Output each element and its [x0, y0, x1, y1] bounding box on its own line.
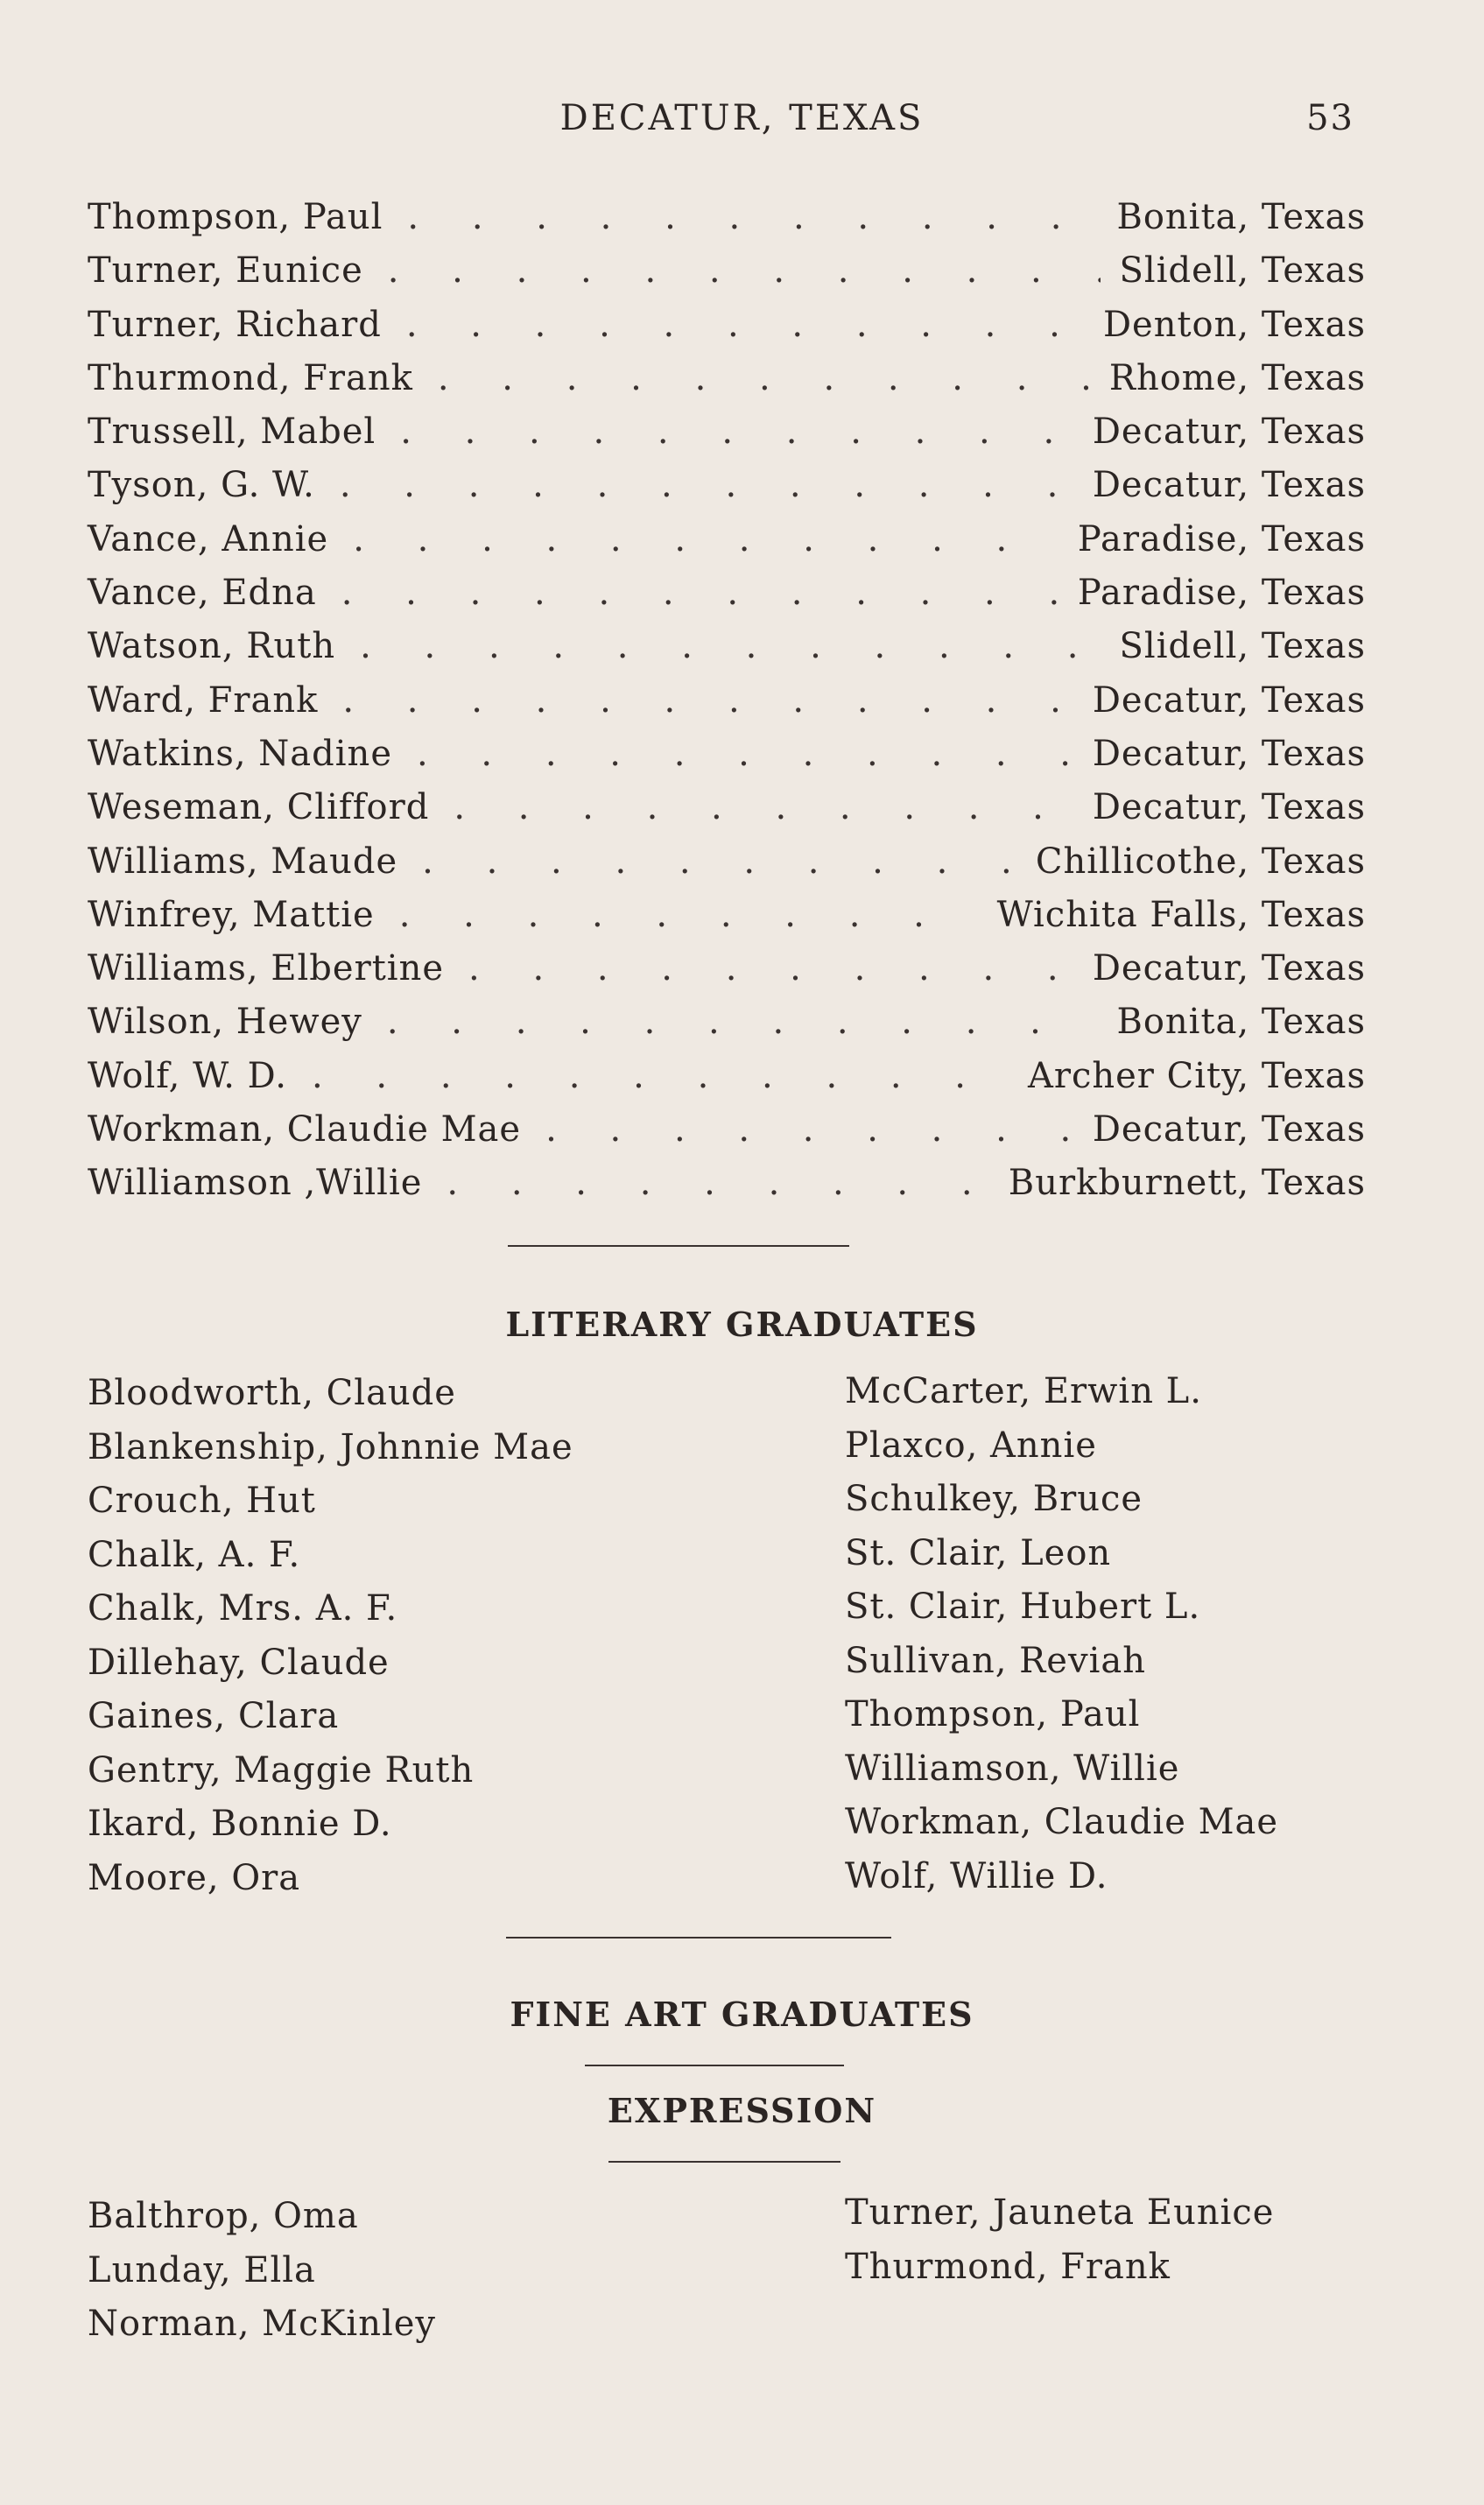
page-number: 53 [1306, 98, 1354, 138]
literary-graduates-left-column [88, 1373, 573, 1911]
list-item: Gaines, Clara [88, 1696, 340, 1736]
expression-left-column [88, 2196, 436, 2358]
list-item: Wolf, Willie D. [845, 1855, 1108, 1896]
student-town: Burkburnett, Texas [1008, 1163, 1366, 1204]
student-name: Williamson ,Willie [88, 1163, 423, 1204]
student-town: Slidell, Texas [1119, 250, 1366, 292]
student-row [88, 1163, 1366, 1216]
student-town: Bonita, Texas [1116, 197, 1366, 237]
student-town: Decatur, Texas [1092, 465, 1366, 506]
expression-right-column [845, 2192, 1274, 2300]
student-row [88, 948, 1366, 1002]
list-item: Moore, Ora [88, 1857, 301, 1898]
student-row [88, 358, 1366, 412]
dot-leader [407, 197, 1097, 237]
dot-leader [438, 358, 1090, 398]
list-item: Blankenship, Johnnie Mae [88, 1426, 573, 1467]
student-row [88, 895, 1366, 948]
student-name: Vance, Annie [88, 518, 329, 559]
list-item: Balthrop, Oma [88, 2196, 359, 2236]
student-name: Winfrey, Mattie [88, 894, 375, 935]
list-item: Bloodworth, Claude [88, 1373, 456, 1413]
student-row [88, 734, 1366, 787]
literary-graduates-right-column [845, 1371, 1278, 1910]
expression-subheading: EXPRESSION [607, 2091, 877, 2130]
student-name: Vance, Edna [88, 573, 317, 614]
dot-leader [545, 1109, 1073, 1150]
list-item: Schulkey, Bruce [845, 1479, 1143, 1519]
student-town: Decatur, Texas [1092, 948, 1366, 989]
student-name: Ward, Frank [88, 679, 319, 721]
dot-leader [341, 573, 1058, 613]
student-name: Williams, Elbertine [88, 948, 445, 989]
running-title: DECATUR, TEXAS [559, 98, 925, 138]
dot-leader [342, 680, 1073, 721]
list-item: Dillehay, Claude [88, 1642, 390, 1683]
student-name: Turner, Richard [88, 304, 382, 345]
list-item: Williamson, Willie [845, 1748, 1180, 1789]
dot-leader [360, 626, 1100, 666]
student-name: Workman, Claudie Mae [88, 1109, 522, 1150]
fine-art-graduates-heading: FINE ART GRADUATES [510, 1995, 974, 2034]
student-name: Trussell, Mabel [88, 412, 376, 453]
student-town: Decatur, Texas [1092, 787, 1366, 828]
student-row [88, 1002, 1366, 1055]
list-item: Chalk, Mrs. A. F. [88, 1588, 398, 1629]
list-item: St. Clair, Leon [845, 1532, 1112, 1573]
student-town: Archer City, Texas [1027, 1055, 1366, 1096]
student-row [88, 680, 1366, 734]
student-row [88, 841, 1366, 895]
student-town: Decatur, Texas [1092, 412, 1366, 453]
dot-leader [447, 1163, 988, 1203]
list-item: Plaxco, Annie [845, 1425, 1097, 1466]
student-row [88, 519, 1366, 573]
dot-leader [454, 787, 1073, 827]
dot-leader [468, 948, 1073, 989]
student-row [88, 412, 1366, 465]
student-town: Paradise, Texas [1077, 573, 1366, 614]
student-town: Rhome, Texas [1108, 357, 1366, 398]
student-name: Watson, Ruth [88, 626, 336, 667]
dot-leader [353, 519, 1058, 559]
list-item: Chalk, A. F. [88, 1534, 301, 1575]
student-row [88, 305, 1366, 358]
dot-leader [312, 1056, 1009, 1096]
list-item: Ikard, Bonnie D. [88, 1804, 392, 1844]
student-name: Watkins, Nadine [88, 733, 392, 774]
student-town: Slidell, Texas [1119, 626, 1366, 667]
student-row [88, 197, 1366, 250]
student-row [88, 465, 1366, 518]
student-name: Thurmond, Frank [88, 357, 413, 398]
student-row [88, 250, 1366, 304]
list-item: Thompson, Paul [845, 1694, 1141, 1735]
literary-graduates-heading: LITERARY GRADUATES [505, 1305, 979, 1344]
student-town: Denton, Texas [1102, 304, 1366, 345]
list-item: St. Clair, Hubert L. [845, 1587, 1201, 1627]
dot-leader [400, 412, 1073, 452]
dot-leader [399, 895, 978, 935]
dot-leader [422, 841, 1016, 882]
student-town: Bonita, Texas [1116, 1002, 1366, 1043]
section-divider [506, 1937, 891, 1939]
student-name: Turner, Eunice [88, 250, 363, 292]
section-divider [508, 1245, 849, 1247]
student-name: Wilson, Hewey [88, 1002, 362, 1043]
list-item: Thurmond, Frank [845, 2246, 1171, 2287]
list-item: Lunday, Ella [88, 2249, 316, 2290]
dot-leader [340, 465, 1073, 505]
dot-leader [406, 305, 1084, 345]
running-head [0, 98, 1484, 151]
student-town: Wichita Falls, Texas [996, 894, 1366, 935]
student-row [88, 626, 1366, 679]
student-list [88, 197, 1366, 1217]
student-name: Wolf, W. D. [88, 1055, 287, 1096]
list-item: Gentry, Maggie Ruth [88, 1749, 475, 1791]
heading-underline [585, 2065, 844, 2066]
student-row [88, 1056, 1366, 1109]
student-name: Williams, Maude [88, 841, 398, 882]
list-item: Sullivan, Reviah [845, 1640, 1146, 1681]
student-town: Decatur, Texas [1092, 1109, 1366, 1150]
student-row [88, 573, 1366, 626]
student-name: Thompson, Paul [88, 197, 383, 237]
heading-underline [608, 2161, 840, 2163]
student-town: Decatur, Texas [1092, 679, 1366, 721]
list-item: Crouch, Hut [88, 1481, 316, 1521]
student-row [88, 787, 1366, 841]
student-town: Decatur, Texas [1092, 733, 1366, 774]
list-item: McCarter, Erwin L. [845, 1371, 1202, 1411]
list-item: Norman, McKinley [88, 2304, 437, 2344]
list-item: Workman, Claudie Mae [845, 1802, 1279, 1842]
student-town: Paradise, Texas [1077, 518, 1366, 559]
dot-leader [417, 734, 1073, 774]
student-name: Weseman, Clifford [88, 787, 430, 828]
dot-leader [387, 1002, 1098, 1042]
student-row [88, 1109, 1366, 1163]
student-name: Tyson, G. W. [88, 465, 315, 506]
list-item: Turner, Jauneta Eunice [845, 2192, 1275, 2233]
dot-leader [388, 250, 1101, 291]
student-town: Chillicothe, Texas [1035, 841, 1366, 882]
